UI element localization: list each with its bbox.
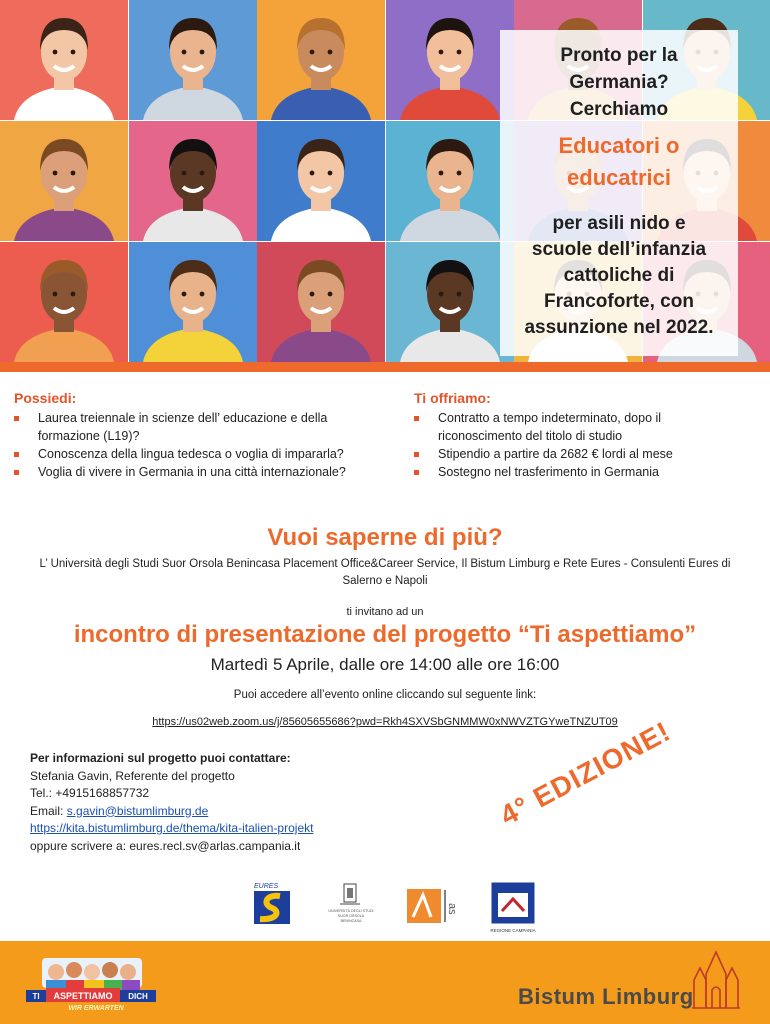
svg-text:as: as	[446, 903, 458, 915]
list-item: Voglia di vivere in Germania in una città internazionale?	[14, 463, 374, 481]
portrait-photo	[0, 121, 128, 241]
requirements-list	[14, 409, 374, 481]
portrait-photo	[129, 0, 257, 120]
svg-text:ASPETTIAMO: ASPETTIAMO	[53, 991, 113, 1001]
portrait-photo	[257, 242, 385, 362]
event-organizers: L’ Università degli Studi Suor Orsola Benincasa Placement Office&Career Service, Il Bistum Limburg e Rete Eures - Consulenti Eures di Salerno e Napoli	[39, 558, 731, 587]
svg-text:UNIVERSITÀ DEGLI STUDI: UNIVERSITÀ DEGLI STUDI	[328, 909, 374, 913]
requirements-title: Possiedi:	[14, 390, 77, 406]
hero-desc-2: scuole dell’infanzia	[531, 239, 707, 260]
event-invite: ti invitano ad un	[346, 606, 424, 618]
bistum-limburg-wordmark: Bistum Limburg	[518, 984, 694, 1009]
list-item: Laurea treiennale in scienze dell’ educazione e della formazione (L19)?	[14, 409, 374, 445]
event-question: Vuoi saperne di più?	[267, 524, 503, 551]
regione-campania-logo	[486, 881, 540, 935]
contact-block	[30, 750, 450, 855]
event-title: incontro di presentazione del progetto “Ti aspettiamo”	[73, 621, 697, 648]
contact-email-row: Email: s.gavin@bistumlimburg.de	[30, 803, 209, 818]
contact-website-link[interactable]: https://kita.bistumlimburg.de/thema/kita-italien-projekt	[30, 821, 314, 835]
contact-name: Stefania Gavin, Referente del progetto	[30, 768, 235, 783]
hero-desc-1: per asili nido e	[552, 213, 686, 234]
svg-text:EURES: EURES	[254, 883, 279, 890]
contact-email-link[interactable]: s.gavin@bistumlimburg.de	[66, 803, 209, 818]
list-item: Conoscenza della lingua tedesca o voglia di impararla?	[14, 445, 374, 463]
portrait-photo	[386, 121, 514, 241]
eures-logo	[250, 880, 294, 926]
list-item: Contratto a tempo indeterminato, dopo il riconoscimento del titolo di studio	[414, 409, 714, 445]
svg-text:DICH: DICH	[128, 992, 148, 1001]
portrait-photo	[0, 242, 128, 362]
svg-text:BENINCASA: BENINCASA	[340, 919, 362, 923]
portrait-photo	[386, 242, 514, 362]
cathedral-icon	[690, 950, 742, 1010]
svg-text:WIR ERWARTEN: WIR ERWARTEN	[68, 1005, 124, 1012]
hero-highlight-1: Educatori o	[558, 133, 680, 158]
zoom-link[interactable]: https://us02web.zoom.us/j/85605655686?pwd=Rkh4SXVSbGNMMW0xNWVZTGYweTNZUT09	[152, 716, 618, 728]
ti-aspettiamo-badge	[24, 948, 164, 1014]
svg-text:TI: TI	[32, 992, 40, 1001]
hero-line-1: Pronto per la	[560, 45, 678, 66]
hero-line-3: Cerchiamo	[569, 99, 669, 120]
hero-highlight-2: educatrici	[567, 165, 671, 190]
bullet-icon	[14, 452, 19, 457]
contact-heading: Per informazioni sul progetto puoi contattare:	[30, 751, 291, 765]
contact-alt-email: oppure scrivere a: eures.recl.sv@arlas.campania.it	[30, 838, 301, 853]
bullet-icon	[414, 452, 419, 457]
portrait-photo	[129, 242, 257, 362]
portrait-photo	[257, 121, 385, 241]
hero-line-2: Germania?	[569, 72, 669, 93]
list-item: Sostegno nel trasferimento in Germania	[414, 463, 714, 481]
event-access-text: Puoi accedere all’evento online cliccando sul seguente link:	[233, 689, 537, 701]
offer-list	[414, 409, 714, 481]
hero-desc-3: cattoliche di	[563, 265, 675, 286]
portrait-photo	[257, 0, 385, 120]
bullet-icon	[14, 416, 19, 421]
bullet-icon	[414, 470, 419, 475]
hero-text-panel	[500, 30, 738, 356]
event-datetime: Martedì 5 Aprile, dalle ore 14:00 alle ore 16:00	[210, 655, 560, 674]
arlas-logo	[405, 887, 461, 925]
hero-desc-5: assunzione nel 2022.	[524, 317, 714, 338]
edition-stamp: 4° EDIZIONE!	[494, 715, 676, 832]
bullet-icon	[414, 416, 419, 421]
university-logo	[320, 882, 382, 926]
hero-desc-4: Francoforte, con	[544, 291, 694, 312]
svg-text:SUOR ORSOLA: SUOR ORSOLA	[337, 914, 365, 918]
svg-text:REGIONE CAMPANIA: REGIONE CAMPANIA	[490, 928, 536, 933]
portrait-photo	[0, 0, 128, 120]
list-item: Stipendio a partire da 2682 € lordi al mese	[414, 445, 714, 463]
orange-divider	[0, 362, 770, 372]
offer-title: Ti offriamo:	[414, 390, 491, 406]
portrait-photo	[129, 121, 257, 241]
contact-tel: Tel.: +4915168857732	[30, 786, 150, 800]
bullet-icon	[14, 470, 19, 475]
portrait-photo	[386, 0, 514, 120]
